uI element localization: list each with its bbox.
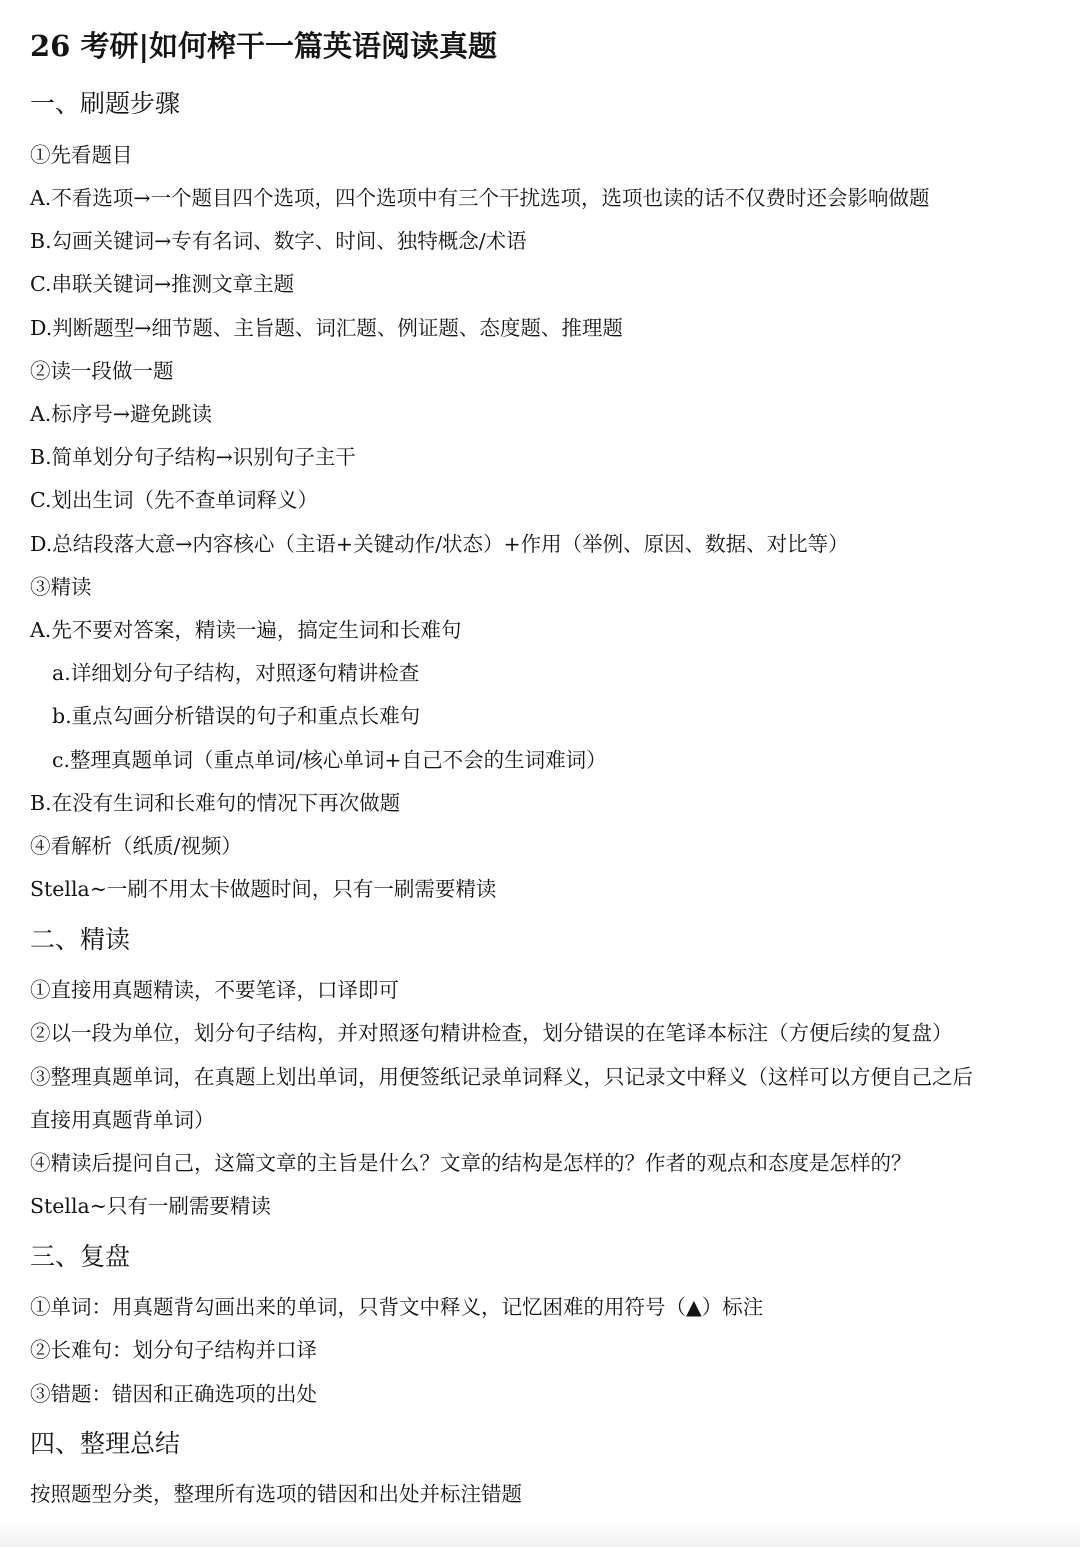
- text-line: ①先看题目: [30, 143, 133, 167]
- text-line: ③精读: [30, 575, 92, 599]
- text-line: 直接用真题背单词）: [30, 1108, 215, 1132]
- document-title: 26 考研|如何榨干一篇英语阅读真题: [30, 29, 498, 63]
- text-line: A.标序号→避免跳读: [30, 402, 212, 426]
- text-line: Stella~只有一刷需要精读: [30, 1194, 271, 1218]
- text-line: ①单词：用真题背勾画出来的单词，只背文中释义，记忆困难的用符号（▲）标注: [30, 1295, 764, 1319]
- text-line-indented: b.重点勾画分析错误的句子和重点长难句: [52, 704, 421, 728]
- text-line: A.先不要对答案，精读一遍，搞定生词和长难句: [30, 618, 462, 642]
- text-line: ③错题：错因和正确选项的出处: [30, 1382, 317, 1406]
- text-line: B.在没有生词和长难句的情况下再次做题: [30, 791, 401, 815]
- text-line: ②以一段为单位，划分句子结构，并对照逐句精讲检查，划分错误的在笔译本标注（方便后续的复盘）: [30, 1021, 953, 1045]
- text-line: D.总结段落大意→内容核心（主语+关键动作/状态）+作用（举例、原因、数据、对比等）: [30, 532, 849, 556]
- text-line: D.判断题型→细节题、主旨题、词汇题、例证题、态度题、推理题: [30, 316, 623, 340]
- section-heading-2: 二、精读: [30, 925, 131, 954]
- text-line: ④精读后提问自己，这篇文章的主旨是什么？文章的结构是怎样的？作者的观点和态度是怎样的？: [30, 1151, 912, 1175]
- text-line: 按照题型分类，整理所有选项的错因和出处并标注错题: [30, 1482, 522, 1506]
- text-line: ②读一段做一题: [30, 359, 174, 383]
- section-heading-1: 一、刷题步骤: [30, 89, 181, 118]
- text-line: B.勾画关键词→专有名词、数字、时间、独特概念/术语: [30, 229, 527, 253]
- text-line: C.串联关键词→推测文章主题: [30, 272, 295, 296]
- text-line-indented: a.详细划分句子结构，对照逐句精讲检查: [52, 661, 420, 685]
- text-line: C.划出生词（先不查单词释义）: [30, 488, 318, 512]
- section-heading-4: 四、整理总结: [30, 1429, 181, 1458]
- text-line: Stella~一刷不用太卡做题时间，只有一刷需要精读: [30, 877, 497, 901]
- text-line-indented: c.整理真题单词（重点单词/核心单词+自己不会的生词难词）: [52, 748, 607, 772]
- text-line: A.不看选项→一个题目四个选项，四个选项中有三个干扰选项，选项也读的话不仅费时还会影响做题: [30, 186, 930, 210]
- text-line: ③整理真题单词，在真题上划出单词，用便签纸记录单词释义，只记录文中释义（这样可以方便自己之后: [30, 1065, 973, 1089]
- text-line: ②长难句：划分句子结构并口译: [30, 1338, 317, 1362]
- text-line: B.简单划分句子结构→识别句子主干: [30, 445, 356, 469]
- section-heading-3: 三、复盘: [30, 1242, 131, 1271]
- text-line: ④看解析（纸质/视频）: [30, 834, 242, 858]
- text-line: ①直接用真题精读，不要笔译，口译即可: [30, 978, 399, 1002]
